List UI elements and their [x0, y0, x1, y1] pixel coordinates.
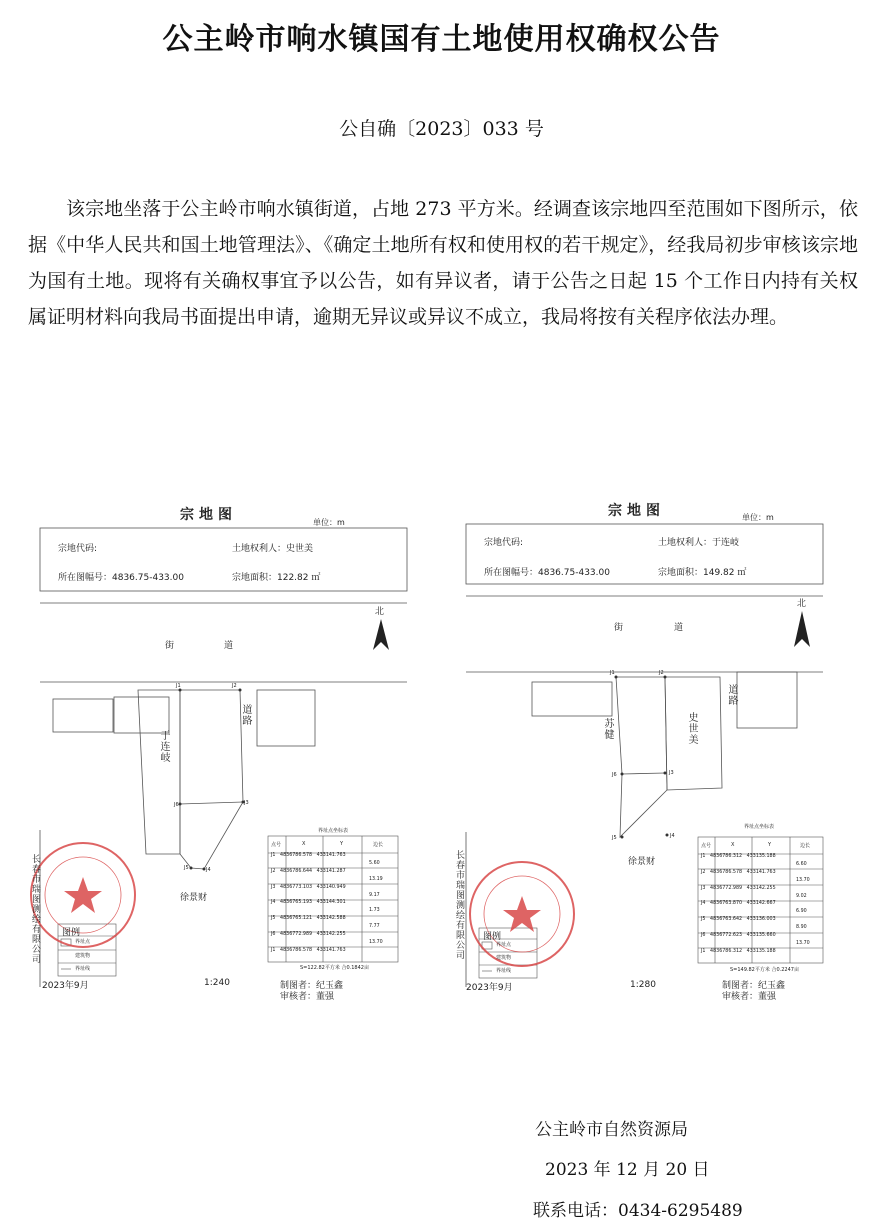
edge-lengths-2: 6.60 13.70 9.02 6.90 8.90 13.70 [796, 862, 810, 946]
company-seal-1 [31, 843, 135, 947]
plot-1-code: 宗地代码: [58, 544, 98, 554]
plot-2-sheet: 所在图幅号：4836.75-433.00 [484, 568, 610, 578]
point-label: J3 [669, 770, 674, 776]
plot-1-drawer: 制图者：纪玉鑫 [280, 981, 344, 991]
plot-1-owner: 土地权利人：史世美 [232, 544, 314, 554]
east-neighbor-2: 史世美 [686, 712, 697, 745]
company-name-2: 长春市瑞图测绘有限公司 [454, 850, 464, 960]
street-label-1a: 街 [165, 641, 175, 651]
point-label: J4 [206, 867, 211, 873]
plot-1-sheet: 所在图幅号：4836.75-433.00 [58, 573, 184, 583]
north-label-1: 北 [375, 607, 385, 617]
issue-date: 2023 年 12 月 20 日 [545, 1160, 710, 1180]
legend-item: 建筑物 [496, 955, 512, 961]
point-label: J1 [610, 670, 615, 676]
edge-lengths-1: 5.60 13.19 9.17 1.73 7.77 13.70 [369, 861, 383, 945]
legend-title-2: 图例 [483, 932, 502, 942]
coord-table-2: J1 4836786.312 433135.188 J2 4836786.578 433141.763 J3 4836772.989 433142.255 J4 4836763.870 433142.667 J5 4836763.642 433136.003 J6 4836772.623 433135.660 J1 4836786.312 433135.188 [701, 854, 776, 954]
table-title-2: 界址点坐标表 [744, 824, 775, 830]
point-label: J4 [670, 833, 675, 839]
plot-2-checker: 审核者：董强 [722, 992, 777, 1002]
legend-item: 界址点 [75, 939, 91, 945]
plot-2-area: 宗地面积：149.82 ㎡ [658, 568, 747, 578]
street-label-2b: 道 [674, 623, 684, 633]
legend-item: 界址点 [496, 942, 512, 948]
legend-item: 界址线 [496, 968, 512, 974]
plot-2-title: 宗地图 [608, 503, 665, 519]
point-label: J1 [176, 683, 181, 689]
point-label: J5 [184, 865, 189, 871]
company-seal-2 [470, 862, 574, 966]
west-neighbor-2: 苏健 [602, 718, 613, 740]
table-head: 边长 [800, 843, 811, 849]
point-label: J2 [659, 670, 664, 676]
plot-2-scale: 1:280 [630, 980, 656, 990]
point-label: J6 [612, 772, 617, 778]
contact-phone: 联系电话：0434-6295489 [533, 1201, 743, 1221]
document-number: 公自确〔2023〕033 号 [339, 118, 544, 140]
plot-1-title: 宗地图 [180, 507, 237, 523]
table-title-1: 界址点坐标表 [318, 828, 349, 834]
plot-map-1 [28, 492, 418, 1002]
road-label-1: 道路 [240, 704, 251, 726]
street-label-1b: 道 [224, 641, 234, 651]
legend-title-1: 图例 [62, 928, 81, 938]
notice-body: 该宗地坐落于公主岭市响水镇街道，占地 273 平方米。经调查该宗地四至范围如下图所示，依据《中华人民共和国土地管理法》、《确定土地所有权和使用权的若干规定》，经我局初步审核该宗地为国有土地。现将有关确权事宜予以公告，如有异议者，请于公告之日起 15 个工作日内持有关权属证明材料向我局书面提出申请，逾期无异议或异议不成立，我局将按有关程序依法办理。 [28, 198, 858, 328]
plot-map-1-drawing [28, 492, 418, 997]
notice-title: 公主岭市响水镇国有土地使用权确权公告 [162, 22, 721, 57]
north-label-2: 北 [797, 599, 807, 609]
legend-item: 界址线 [75, 966, 91, 972]
point-label: J3 [244, 800, 249, 806]
plot-2-unit: 单位：m [742, 513, 774, 522]
coord-table-1: J1 4836786.578 433141.763 J2 4836786.644 433141.287 J3 4836773.103 433140.949 J4 4836765.193 433144.301 J5 4836765.121 433142.588 J6 4836772.989 433142.255 J1 4836786.578 433141.763 [271, 853, 346, 953]
table-footer-1: S=122.82平方米 合0.1842亩 [300, 965, 369, 971]
plot-2-owner: 土地权利人：于连岐 [658, 538, 740, 548]
table-head: X [302, 841, 306, 847]
plot-1-date: 2023年9月 [42, 981, 89, 991]
plot-map-2 [452, 492, 832, 1002]
plot-2-code: 宗地代码: [484, 538, 524, 548]
plot-1-checker: 审核者：董强 [280, 992, 335, 1002]
issuing-authority: 公主岭市自然资源局 [535, 1120, 688, 1140]
south-neighbor-1: 徐景财 [180, 893, 208, 903]
point-label: J5 [612, 835, 617, 841]
table-head: 边长 [373, 842, 384, 848]
table-head: Y [340, 841, 344, 847]
plot-1-scale: 1:240 [204, 978, 230, 988]
point-label: J6 [174, 802, 179, 808]
legend-item: 建筑物 [75, 953, 91, 959]
company-name-1: 长春市瑞图测绘有限公司 [30, 854, 40, 964]
south-neighbor-2: 徐景财 [628, 857, 656, 867]
point-label: J2 [232, 683, 237, 689]
plot-1-area: 宗地面积：122.82 ㎡ [232, 573, 321, 583]
table-head: 点号 [271, 842, 282, 848]
road-label-2: 道路 [726, 684, 737, 706]
west-neighbor-1: 于连岐 [158, 730, 169, 763]
table-head: 点号 [701, 843, 712, 849]
plot-1-unit: 单位：m [313, 518, 345, 527]
plot-2-date: 2023年9月 [466, 983, 513, 993]
table-head: Y [768, 842, 772, 848]
street-label-2a: 街 [614, 623, 624, 633]
plot-2-drawer: 制图者：纪玉鑫 [722, 981, 786, 991]
table-head: X [731, 842, 735, 848]
table-footer-2: S=149.82平方米 合0.2247亩 [730, 967, 799, 973]
